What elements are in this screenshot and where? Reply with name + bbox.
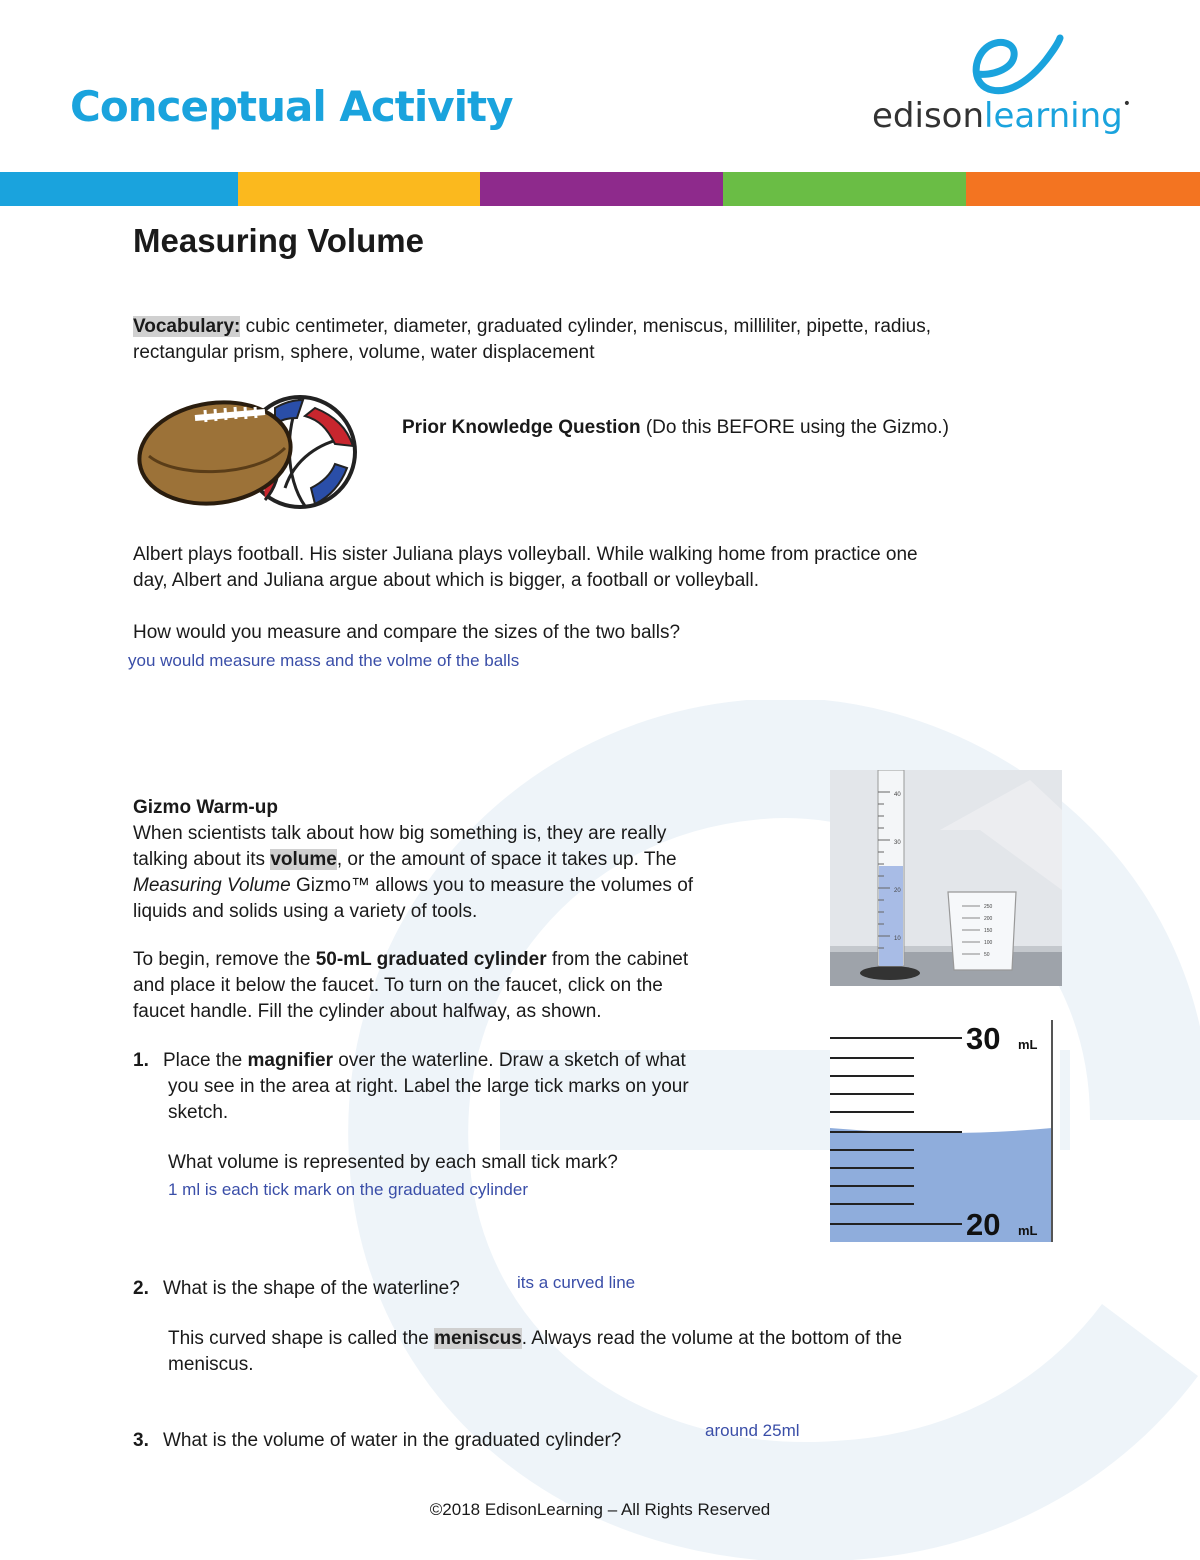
gizmo-name: Measuring Volume [133,875,291,896]
prior-knowledge-paragraph [133,542,1093,594]
stripe-orange [966,172,1200,206]
cylinder-tick-label: 20 [894,888,901,894]
warmup-block [133,795,813,1025]
beaker-tick-label: 200 [984,916,993,922]
term-volume: volume [270,849,337,870]
q3-answer: around 25ml [705,1421,800,1440]
warmup-p2-line1c: from the cabinet [546,949,689,970]
warmup-p2-line1a: To begin, remove the [133,949,316,970]
meniscus-para-a: This curved shape is called the [168,1328,435,1349]
warmup-line1: When scientists talk about how big something is, they are really [133,823,667,844]
magnified-top-value: 30 [966,1021,1001,1056]
question-1 [133,1048,793,1126]
vocabulary-block [133,314,1093,366]
magnified-bottom-unit: mL [1018,1223,1038,1238]
vocabulary-terms-line2: rectangular prism, sphere, volume, water displacement [133,342,595,363]
warmup-line2c: , or the amount of space it takes up. The [336,849,677,870]
prior-para-line2: day, Albert and Juliana argue about which is bigger, a football or volleyball. [133,570,759,591]
beaker-tick-label: 50 [984,952,990,958]
vocabulary-label: Vocabulary: [133,316,241,337]
vocabulary-terms-line1: cubic centimeter, diameter, graduated cylinder, meniscus, milliliter, pipette, radius, [240,316,932,337]
question-2-number: 2. [133,1278,149,1299]
magnifier-term: magnifier [247,1050,334,1071]
term-meniscus: meniscus [434,1328,522,1349]
warmup-p2-line3: faucet handle. Fill the cylinder about halfway, as shown. [133,1001,602,1022]
warmup-line2a: talking about its [133,849,271,870]
logo-part-learning: learning [984,96,1123,136]
q1-line3: sketch. [168,1102,229,1123]
magnified-bottom-value: 20 [966,1207,1001,1242]
q2-text: What is the shape of the waterline? [163,1278,460,1299]
q3-text: What is the volume of water in the graduated cylinder? [163,1430,622,1451]
cylinder-term: 50-mL graduated cylinder [315,949,547,970]
q1-answer: 1 ml is each tick mark on the graduated cylinder [168,1180,529,1199]
edison-logo-mark [960,30,1070,100]
magnified-top-unit: mL [1018,1037,1038,1052]
edison-logo-wordmark: edisonlearning• [872,96,1131,136]
q2-answer: its a curved line [517,1273,636,1292]
gizmo-screenshot [830,770,1062,986]
footer-copyright: ©2018 EdisonLearning – All Rights Reserved [429,1500,771,1519]
beaker-tick-label: 100 [984,940,993,946]
question-3 [133,1428,621,1454]
q1-line1c: over the waterline. Draw a sketch of what [333,1050,686,1071]
prior-answer: you would measure mass and the volme of the balls [128,651,520,670]
question-3-number: 3. [133,1430,149,1451]
cylinder-tick-label: 10 [894,936,901,942]
q1-subquestion: What volume is represented by each small tick mark? [168,1152,618,1173]
beaker-tick-label: 150 [984,928,993,934]
stripe-yellow [238,172,480,206]
warmup-p2-line2: and place it below the faucet. To turn on the faucet, click on the [133,975,663,996]
q1-line2: you see in the area at right. Label the large tick marks on your [168,1076,689,1097]
magnified-waterline [830,1020,1060,1242]
logo-part-edison: edison [872,96,985,136]
stripe-blue [0,172,238,206]
meniscus-para-line2: meniscus. [168,1354,254,1375]
question-1-number: 1. [133,1050,149,1071]
warmup-heading: Gizmo Warm-up [133,797,278,818]
stripe-green [723,172,966,206]
warmup-line3b: Gizmo™ allows you to measure the volumes of [290,875,694,896]
prior-question: How would you measure and compare the sizes of the two balls? [133,622,681,643]
meniscus-para-c: . Always read the volume at the bottom of the [521,1328,903,1349]
question-2 [133,1276,460,1302]
q1-line1a: Place the [163,1050,248,1071]
header-title: Conceptual Activity [70,82,513,131]
warmup-line4: liquids and solids using a variety of tools. [133,901,478,922]
prior-knowledge-label: Prior Knowledge Question [402,417,641,438]
stripe-purple [480,172,723,206]
football-volleyball-illustration [135,388,360,518]
page-title: Measuring Volume [133,222,424,259]
meniscus-paragraph [168,1326,1068,1378]
cylinder-tick-label: 30 [894,840,901,846]
beaker-tick-label: 250 [984,904,993,910]
prior-knowledge-heading [402,415,949,441]
prior-knowledge-note: (Do this BEFORE using the Gizmo.) [640,417,949,438]
prior-para-line1: Albert plays football. His sister Juliana plays volleyball. While walking home from practice one [133,544,918,565]
cylinder-tick-label: 40 [894,792,901,798]
